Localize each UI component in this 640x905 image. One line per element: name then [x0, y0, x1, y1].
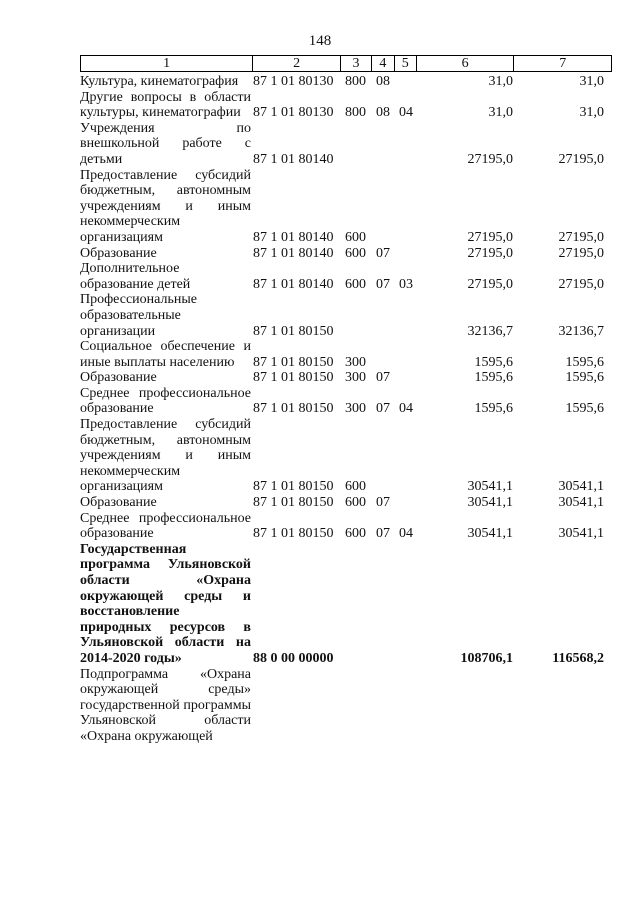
- table-body: [80, 74, 612, 745]
- row-value-2021: 30541,1: [558, 479, 604, 495]
- row-name: Культура, кинематография: [80, 74, 239, 89]
- row-col-3: 300: [345, 401, 366, 417]
- row-value-2020: 27195,0: [467, 151, 513, 167]
- table-row: [80, 168, 612, 246]
- row-value-2021: 1595,6: [565, 370, 604, 386]
- row-col-3: 300: [345, 354, 366, 370]
- row-value-2020: 30541,1: [467, 495, 513, 511]
- table-row: [80, 90, 612, 121]
- row-col-5: 04: [399, 401, 413, 417]
- column-header-1: 1: [81, 56, 253, 71]
- row-value-2020: 108706,1: [460, 650, 513, 666]
- row-col-3: 600: [345, 495, 366, 511]
- row-col-3: 600: [345, 526, 366, 542]
- table-row: [80, 339, 612, 370]
- table-row: [80, 292, 612, 339]
- row-value-2021: 32136,7: [558, 323, 604, 339]
- row-value-2021: 31,0: [579, 74, 604, 89]
- row-name: Образование: [80, 495, 157, 511]
- row-col-3: 800: [345, 105, 366, 121]
- row-col-4: 07: [376, 370, 390, 386]
- row-code: 87 1 01 80150: [253, 323, 334, 339]
- table-row: [80, 386, 612, 417]
- row-value-2021: 27195,0: [558, 151, 604, 167]
- row-code: 87 1 01 80150: [253, 354, 334, 370]
- column-header-2: 2: [253, 56, 341, 71]
- table-row: [80, 667, 612, 745]
- row-code: 87 1 01 80150: [253, 401, 334, 417]
- row-code: 87 1 01 80130: [253, 105, 334, 121]
- row-code: 88 0 00 00000: [253, 650, 334, 666]
- row-name: Учреждения по внешкольной работе с детьми: [80, 120, 251, 167]
- row-col-5: 03: [399, 276, 413, 292]
- row-name: Подпрограмма «Охрана окружающей среды» государственной программы Ульяновской области «Охрана окружающей: [80, 666, 251, 744]
- table-header: [80, 55, 612, 72]
- row-col-3: 600: [345, 229, 366, 245]
- row-value-2020: 30541,1: [467, 479, 513, 495]
- table-row: [80, 511, 612, 542]
- row-name: Дополнительное образование детей: [80, 261, 191, 292]
- row-value-2021: 30541,1: [558, 526, 604, 542]
- row-col-3: 300: [345, 370, 366, 386]
- row-code: 87 1 01 80130: [253, 74, 334, 89]
- row-code: 87 1 01 80140: [253, 276, 334, 292]
- row-name: Предоставление субсидий бюджетным, автономным учреждениям и иным некоммерческим организациям: [80, 417, 251, 495]
- row-col-4: 08: [376, 105, 390, 121]
- row-value-2021: 116568,2: [552, 650, 604, 666]
- row-col-4: 07: [376, 245, 390, 261]
- page-number: 148: [308, 33, 332, 49]
- column-header-7: 7: [559, 56, 567, 71]
- row-col-4: 07: [376, 526, 390, 542]
- row-name: Государственная программа Ульяновской области «Охрана окружающей среды и восстановление природных ресурсов в Ульяновской области на 2014-2020 годы»: [80, 541, 251, 666]
- row-name: Образование: [80, 370, 157, 386]
- row-code: 87 1 01 80150: [253, 495, 334, 511]
- column-header-5: 5: [395, 56, 417, 71]
- row-code: 87 1 01 80150: [253, 526, 334, 542]
- row-value-2020: 1595,6: [474, 354, 513, 370]
- row-col-3: 600: [345, 245, 366, 261]
- row-value-2021: 27195,0: [558, 276, 604, 292]
- table-row: [80, 121, 612, 168]
- row-value-2021: 31,0: [579, 105, 604, 121]
- table-row: [80, 542, 612, 667]
- row-col-4: 07: [376, 276, 390, 292]
- column-header-3: 3: [341, 56, 372, 71]
- row-code: 87 1 01 80150: [253, 370, 334, 386]
- row-value-2020: 27195,0: [467, 276, 513, 292]
- row-value-2020: 27195,0: [467, 229, 513, 245]
- column-header-4: 4: [372, 56, 395, 71]
- row-value-2021: 27195,0: [558, 229, 604, 245]
- row-col-4: 07: [376, 495, 390, 511]
- row-name: Образование: [80, 245, 157, 261]
- row-value-2021: 30541,1: [558, 495, 604, 511]
- row-value-2021: 27195,0: [558, 245, 604, 261]
- row-name: Профессиональные образовательные организации: [80, 292, 197, 339]
- row-name: Предоставление субсидий бюджетным, автономным учреждениям и иным некоммерческим организациям: [80, 167, 251, 245]
- row-col-4: 07: [376, 401, 390, 417]
- table-row: [80, 74, 612, 90]
- row-code: 87 1 01 80140: [253, 151, 334, 167]
- row-name: Социальное обеспечение и иные выплаты населению: [80, 339, 251, 370]
- row-name: Среднее профессиональное образование: [80, 510, 251, 542]
- row-value-2020: 32136,7: [467, 323, 513, 339]
- row-code: 87 1 01 80140: [253, 245, 334, 261]
- table-row: [80, 246, 612, 262]
- table-row: [80, 417, 612, 495]
- table-row: [80, 370, 612, 386]
- row-name: Другие вопросы в области культуры, кинематографии: [80, 89, 251, 121]
- table-row: [80, 261, 612, 292]
- row-value-2020: 31,0: [488, 105, 513, 121]
- row-value-2020: 31,0: [488, 74, 513, 89]
- row-col-3: 800: [345, 74, 366, 89]
- row-col-3: 600: [345, 276, 366, 292]
- row-code: 87 1 01 80150: [253, 479, 334, 495]
- row-col-5: 04: [399, 526, 413, 542]
- row-value-2021: 1595,6: [565, 354, 604, 370]
- row-value-2020: 30541,1: [467, 526, 513, 542]
- row-value-2020: 1595,6: [474, 401, 513, 417]
- row-name: Среднее профессиональное образование: [80, 385, 251, 417]
- row-col-3: 600: [345, 479, 366, 495]
- row-code: 87 1 01 80140: [253, 229, 334, 245]
- row-col-4: 08: [376, 74, 390, 89]
- column-header-6: 6: [417, 56, 515, 71]
- row-value-2020: 1595,6: [474, 370, 513, 386]
- row-col-5: 04: [399, 105, 413, 121]
- row-value-2021: 1595,6: [565, 401, 604, 417]
- row-value-2020: 27195,0: [467, 245, 513, 261]
- table-row: [80, 495, 612, 511]
